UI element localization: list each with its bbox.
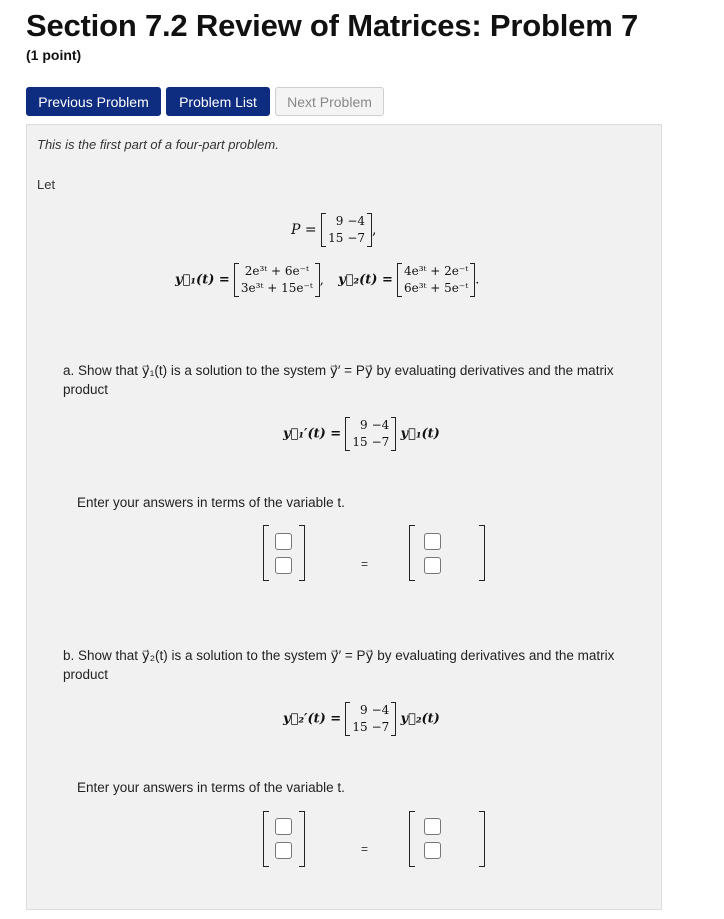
answer-b-rhs-top-input[interactable] — [424, 818, 441, 835]
y2-entry: 6e³ᵗ + 5e⁻ᵗ — [403, 281, 469, 295]
next-problem-button[interactable]: Next Problem — [275, 87, 384, 116]
y1-prime-label: y⃗₁′(t) = — [283, 426, 342, 442]
page-title: Section 7.2 Review of Matrices: Problem 7 — [26, 8, 639, 43]
y-vectors-equation: y⃗₁(t) = 2e³ᵗ + 6e⁻ᵗ 3e³ᵗ + 15e⁻ᵗ , y⃗₂(t) = 4e³ᵗ + 2e⁻ᵗ 6e³ᵗ + 5e⁻ᵗ . — [175, 264, 480, 295]
part-a-equation — [283, 417, 440, 451]
p-matrix — [345, 702, 396, 736]
y1-entry: 2e³ᵗ + 6e⁻ᵗ — [244, 264, 309, 278]
let-label: Let — [37, 177, 56, 192]
p-matrix-equation: P = 9 −4 15 −7 , — [291, 214, 377, 245]
right-bracket — [479, 525, 485, 581]
equals-sign: = — [361, 557, 369, 571]
p-matrix-cell: 9 — [359, 418, 368, 432]
y1-entry: 3e³ᵗ + 15e⁻ᵗ — [240, 281, 313, 295]
answer-a-lhs-top-input[interactable] — [275, 533, 292, 550]
equals-sign: = — [361, 842, 369, 856]
p-label: P = — [291, 222, 317, 238]
y2-label: y⃗₂(t) — [400, 711, 440, 727]
y1-label: y⃗₁(t) = — [175, 272, 230, 288]
problem-list-button[interactable]: Problem List — [166, 87, 270, 116]
answer-a-rhs-bottom-input[interactable] — [424, 557, 441, 574]
part-b-instruction: Enter your answers in terms of the variable t. — [77, 780, 345, 795]
p-matrix-cell: 9 — [359, 703, 368, 717]
left-bracket — [409, 525, 415, 581]
p-matrix-cell: 15 — [328, 231, 344, 245]
p-matrix-cell: 9 — [335, 214, 344, 228]
p-matrix-cell: −7 — [371, 720, 390, 734]
y2-vector — [397, 263, 475, 297]
part-a-text: a. Show that y⃗₁(t) is a solution to the system y⃗′ = Py⃗ by evaluating derivatives and the matrix product — [63, 363, 614, 397]
p-matrix — [345, 417, 396, 451]
intro-text: This is the first part of a four-part problem. — [37, 137, 279, 152]
problem-panel — [26, 124, 662, 910]
y2-prime-label: y⃗₂′(t) = — [283, 711, 342, 727]
points-label: (1 point) — [26, 47, 82, 63]
y1-label: y⃗₁(t) — [400, 426, 440, 442]
p-matrix-cell: −4 — [371, 703, 390, 717]
p-matrix-cell: −7 — [371, 435, 390, 449]
right-bracket — [299, 811, 305, 867]
p-matrix-cell: 15 — [352, 435, 368, 449]
p-matrix — [321, 213, 372, 247]
right-bracket — [479, 811, 485, 867]
part-b-equation — [283, 702, 440, 736]
previous-problem-button[interactable]: Previous Problem — [26, 87, 161, 116]
left-bracket — [409, 811, 415, 867]
left-bracket — [263, 811, 269, 867]
p-matrix-cell: 15 — [352, 720, 368, 734]
answer-a-rhs-top-input[interactable] — [424, 533, 441, 550]
p-matrix-cell: −7 — [347, 231, 366, 245]
y1-vector — [234, 263, 320, 297]
right-bracket — [299, 525, 305, 581]
part-a-instruction: Enter your answers in terms of the variable t. — [77, 495, 345, 510]
answer-a-lhs-bottom-input[interactable] — [275, 557, 292, 574]
answer-b-lhs-bottom-input[interactable] — [275, 842, 292, 859]
y2-entry: 4e³ᵗ + 2e⁻ᵗ — [403, 264, 469, 278]
part-b-text: b. Show that y⃗₂(t) is a solution to the system y⃗′ = Py⃗ by evaluating derivatives and the matrix product — [63, 648, 615, 682]
y2-label: y⃗₂(t) = — [338, 272, 393, 288]
p-matrix-cell: −4 — [347, 214, 366, 228]
p-matrix-cell: −4 — [371, 418, 390, 432]
left-bracket — [263, 525, 269, 581]
answer-b-lhs-top-input[interactable] — [275, 818, 292, 835]
answer-b-rhs-bottom-input[interactable] — [424, 842, 441, 859]
